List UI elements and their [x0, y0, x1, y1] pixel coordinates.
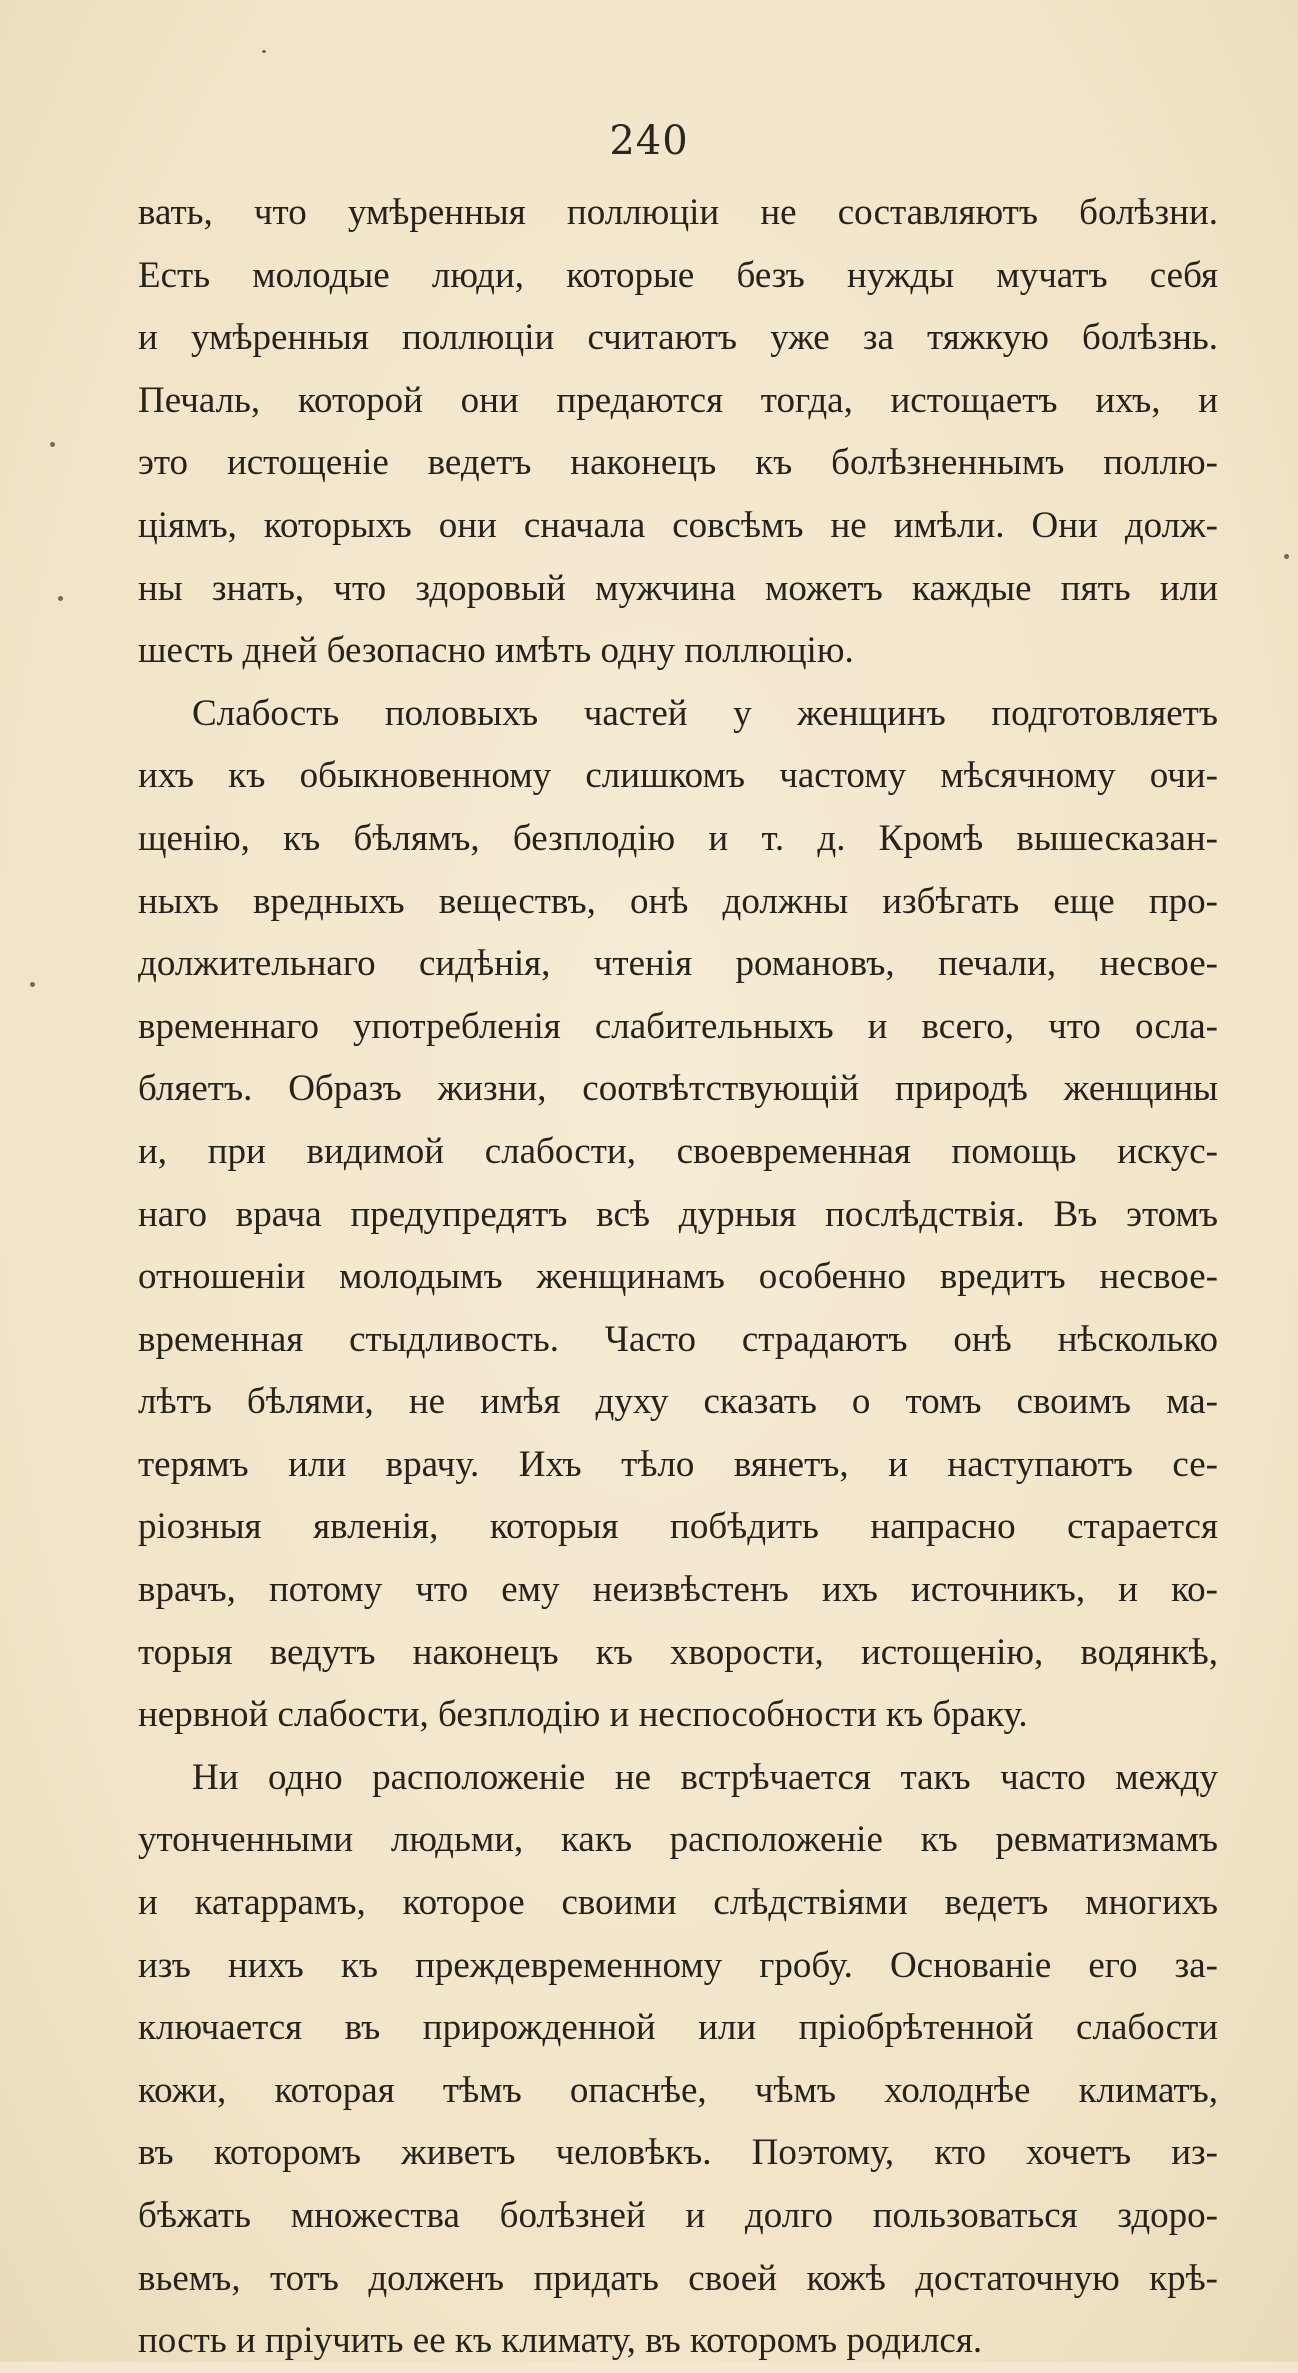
text-line: и, при видимой слабости, своевременная помощь искус-: [138, 1130, 1218, 1172]
text-line: Есть молодые люди, которые безъ нужды мучатъ себя: [138, 254, 1218, 296]
text-line: изъ нихъ къ преждевременному гробу. Основаніе его за-: [138, 1944, 1218, 1986]
text-line: вать, что умѣренныя поллюціи не составляютъ болѣзни.: [138, 192, 1218, 233]
text-line: кожи, которая тѣмъ опаснѣе, чѣмъ холоднѣе климатъ,: [138, 2069, 1218, 2111]
text-line: отношеніи молодымъ женщинамъ особенно вредитъ несвое-: [138, 1256, 1218, 1298]
text-line: и умѣренныя поллюціи считаютъ уже за тяжкую болѣзнь.: [138, 317, 1218, 359]
text-line: вьемъ, тотъ долженъ придать своей кожѣ достаточную крѣ-: [138, 2257, 1218, 2299]
text-line: въ которомъ живетъ человѣкъ. Поэтому, кто хочетъ из-: [138, 2132, 1218, 2174]
text-line: ріозныя явленія, которыя побѣдить напрасно старается: [138, 1506, 1218, 1548]
text-line: ныхъ вредныхъ веществъ, онѣ должны избѣгать еще про-: [138, 880, 1218, 922]
text-line: Печаль, которой они предаются тогда, истощаетъ ихъ, и: [138, 379, 1218, 421]
ink-speck: [30, 982, 35, 987]
text-line: торыя ведутъ наконецъ къ хворости, истощенію, водянкѣ,: [138, 1631, 1218, 1673]
text-line: пость и пріучить ее къ климату, въ которомъ родился.: [138, 2320, 983, 2362]
text-line: ихъ къ обыкновенному слишкомъ частому мѣсячному очи-: [138, 755, 1218, 797]
ink-speck: [58, 596, 63, 601]
text-line: терямъ или врачу. Ихъ тѣло вянетъ, и наступаютъ се-: [138, 1443, 1218, 1485]
text-line: щенію, къ бѣлямъ, безплодію и т. д. Кромѣ вышесказан-: [138, 817, 1218, 859]
text-line: временнаго употребленія слабительныхъ и всего, что осла-: [138, 1005, 1218, 1047]
text-line: Слабость половыхъ частей у женщинъ подготовляетъ: [192, 692, 1218, 734]
text-line: временная стыдливость. Часто страдаютъ онѣ нѣсколько: [138, 1318, 1218, 1360]
text-line: нервной слабости, безплодію и неспособности къ браку.: [138, 1694, 1028, 1736]
page-number: 240: [609, 118, 689, 164]
text-line: и катаррамъ, которое своими слѣдствіями ведетъ многихъ: [138, 1882, 1218, 1924]
text-line: ключается въ прирожденной или пріобрѣтенной слабости: [138, 2007, 1218, 2049]
text-line: бляетъ. Образъ жизни, соотвѣтствующій природѣ женщины: [138, 1068, 1218, 1110]
text-line: наго врача предупредятъ всѣ дурныя послѣдствія. Въ этомъ: [138, 1193, 1218, 1235]
body-text: [138, 182, 1218, 2373]
text-line: ціямъ, которыхъ они сначала совсѣмъ не имѣли. Они долж-: [138, 504, 1218, 546]
ink-speck: [50, 442, 55, 447]
text-line: врачъ, потому что ему неизвѣстенъ ихъ источникъ, и ко-: [138, 1569, 1218, 1611]
text-line: это истощеніе ведетъ наконецъ къ болѣзненнымъ поллю-: [138, 442, 1218, 484]
text-line: Ни одно расположеніе не встрѣчается такъ часто между: [192, 1756, 1218, 1798]
text-line: бѣжать множества болѣзней и долго пользоваться здоро-: [138, 2195, 1218, 2236]
text-line: ны знать, что здоровый мужчина можетъ каждые пять или: [138, 567, 1218, 609]
text-line: должительнаго сидѣнія, чтенія романовъ, печали, несвое-: [138, 943, 1218, 985]
text-line: утонченными людьми, какъ расположеніе къ ревматизмамъ: [138, 1819, 1218, 1861]
text-line: шесть дней безопасно имѣть одну поллюцію.: [138, 630, 854, 672]
text-line: лѣтъ бѣлями, не имѣя духу сказать о томъ своимъ ма-: [138, 1381, 1218, 1423]
ink-speck: [262, 50, 266, 53]
ink-speck: [1284, 554, 1289, 559]
